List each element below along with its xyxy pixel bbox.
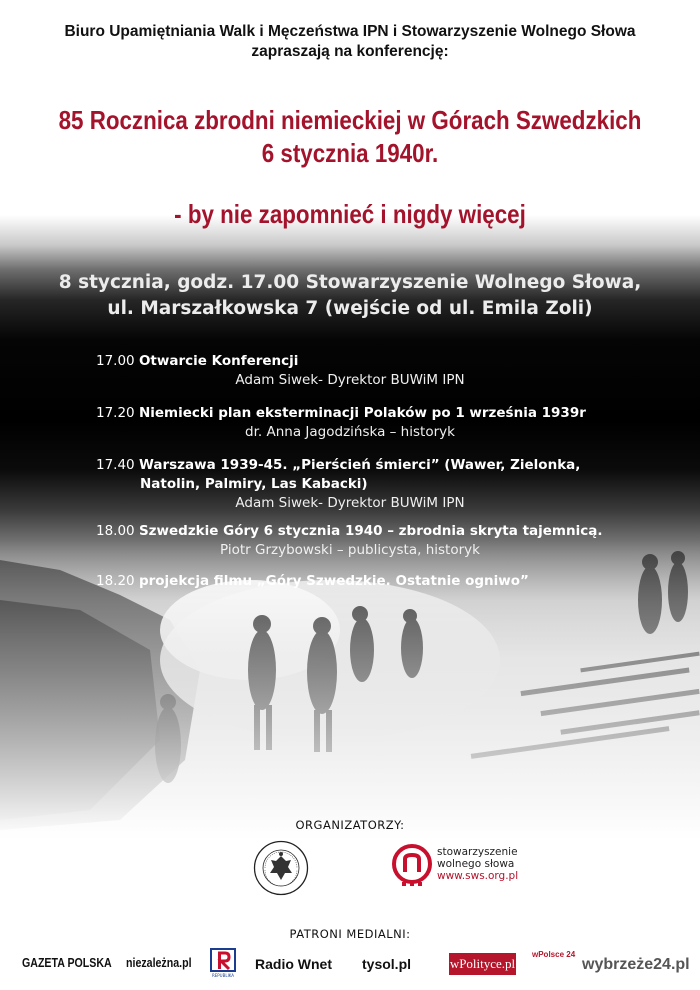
- program-speaker: dr. Anna Jagodzińska – historyk: [245, 424, 455, 440]
- program-topic: Szwedzkie Góry 6 stycznia 1940 – zbrodnia skryta tajemnicą.: [138, 523, 603, 539]
- program-topic: Warszawa 1939-45. „Pierścień śmierci” (Wawer, Zielonka,: [138, 457, 581, 473]
- venue-line-1: 8 stycznia, godz. 17.00 Stowarzyszenie Wolnego Słowa,: [58, 272, 642, 293]
- ipn-logo: [253, 840, 309, 896]
- title-line-2: 6 stycznia 1940r.: [261, 138, 439, 168]
- patrons-label: PATRONI MEDIALNI:: [289, 927, 411, 941]
- sws-url: www.sws.org.pl: [437, 870, 519, 882]
- title-line-1: 85 Rocznica zbrodni niemieckiej w Górach Szwedzkich: [58, 105, 642, 135]
- program-topic-continued: Natolin, Palmiry, Las Kabacki): [140, 476, 368, 492]
- program-topic: Otwarcie Konferencji: [138, 353, 299, 369]
- program-topic: Niemiecki plan eksterminacji Polaków po 1 września 1939r: [138, 405, 586, 421]
- sws-icon: [392, 842, 436, 892]
- program-time: 18.00: [96, 523, 135, 539]
- venue-line-2: ul. Marszałkowska 7 (wejście od ul. Emila Zoli): [107, 298, 593, 319]
- wpolityce-logo: wPolityce.pl: [449, 953, 516, 975]
- gazeta-polska-logo: GAZETA POLSKA: [22, 956, 112, 970]
- wpolsce24-logo: [532, 950, 575, 960]
- venue-info: [0, 270, 700, 322]
- program-time: 17.20: [96, 405, 135, 421]
- program-time: 18.20: [96, 573, 135, 589]
- program-speaker: Adam Siwek- Dyrektor BUWiM IPN: [235, 495, 465, 511]
- program-topic: projekcja filmu „Góry Szwedzkie. Ostatnie ogniwo”: [138, 573, 529, 589]
- sws-logo: [392, 842, 519, 894]
- wpolsce24-label: wPolsce 24: [532, 950, 576, 959]
- intro-text: [0, 22, 700, 62]
- program-time: 17.40: [96, 457, 135, 473]
- tysol-logo: tysol.pl: [362, 956, 412, 972]
- program-speaker: Piotr Grzybowski – publicysta, historyk: [220, 542, 480, 558]
- sws-wordmark: [437, 846, 518, 882]
- media-patrons-row: [0, 946, 700, 982]
- intro-line-2: zapraszają na konferencję:: [251, 43, 449, 60]
- svg-text:REPUBLIKA: REPUBLIKA: [211, 973, 235, 978]
- intro-line-1: Biuro Upamiętniania Walk i Męczeństwa IPN i Stowarzyszenie Wolnego Słowa: [64, 23, 636, 40]
- radio-wnet-logo: Radio Wnet: [255, 956, 332, 972]
- organizers-label: ORGANIZATORZY:: [295, 818, 405, 832]
- republika-logo: [210, 948, 236, 978]
- main-title: [49, 104, 651, 170]
- sws-line-2: wolnego słowa: [437, 858, 515, 870]
- wybrzeze24-logo: wybrzeże24.pl: [582, 956, 690, 973]
- niezalezna-logo: niezależna.pl: [126, 956, 192, 970]
- subtitle: - by nie zapomnieć i nigdy więcej: [174, 199, 526, 229]
- program-speaker: Adam Siwek- Dyrektor BUWiM IPN: [235, 372, 465, 388]
- program-time: 17.00: [96, 353, 135, 369]
- sws-line-1: stowarzyszenie: [437, 846, 518, 858]
